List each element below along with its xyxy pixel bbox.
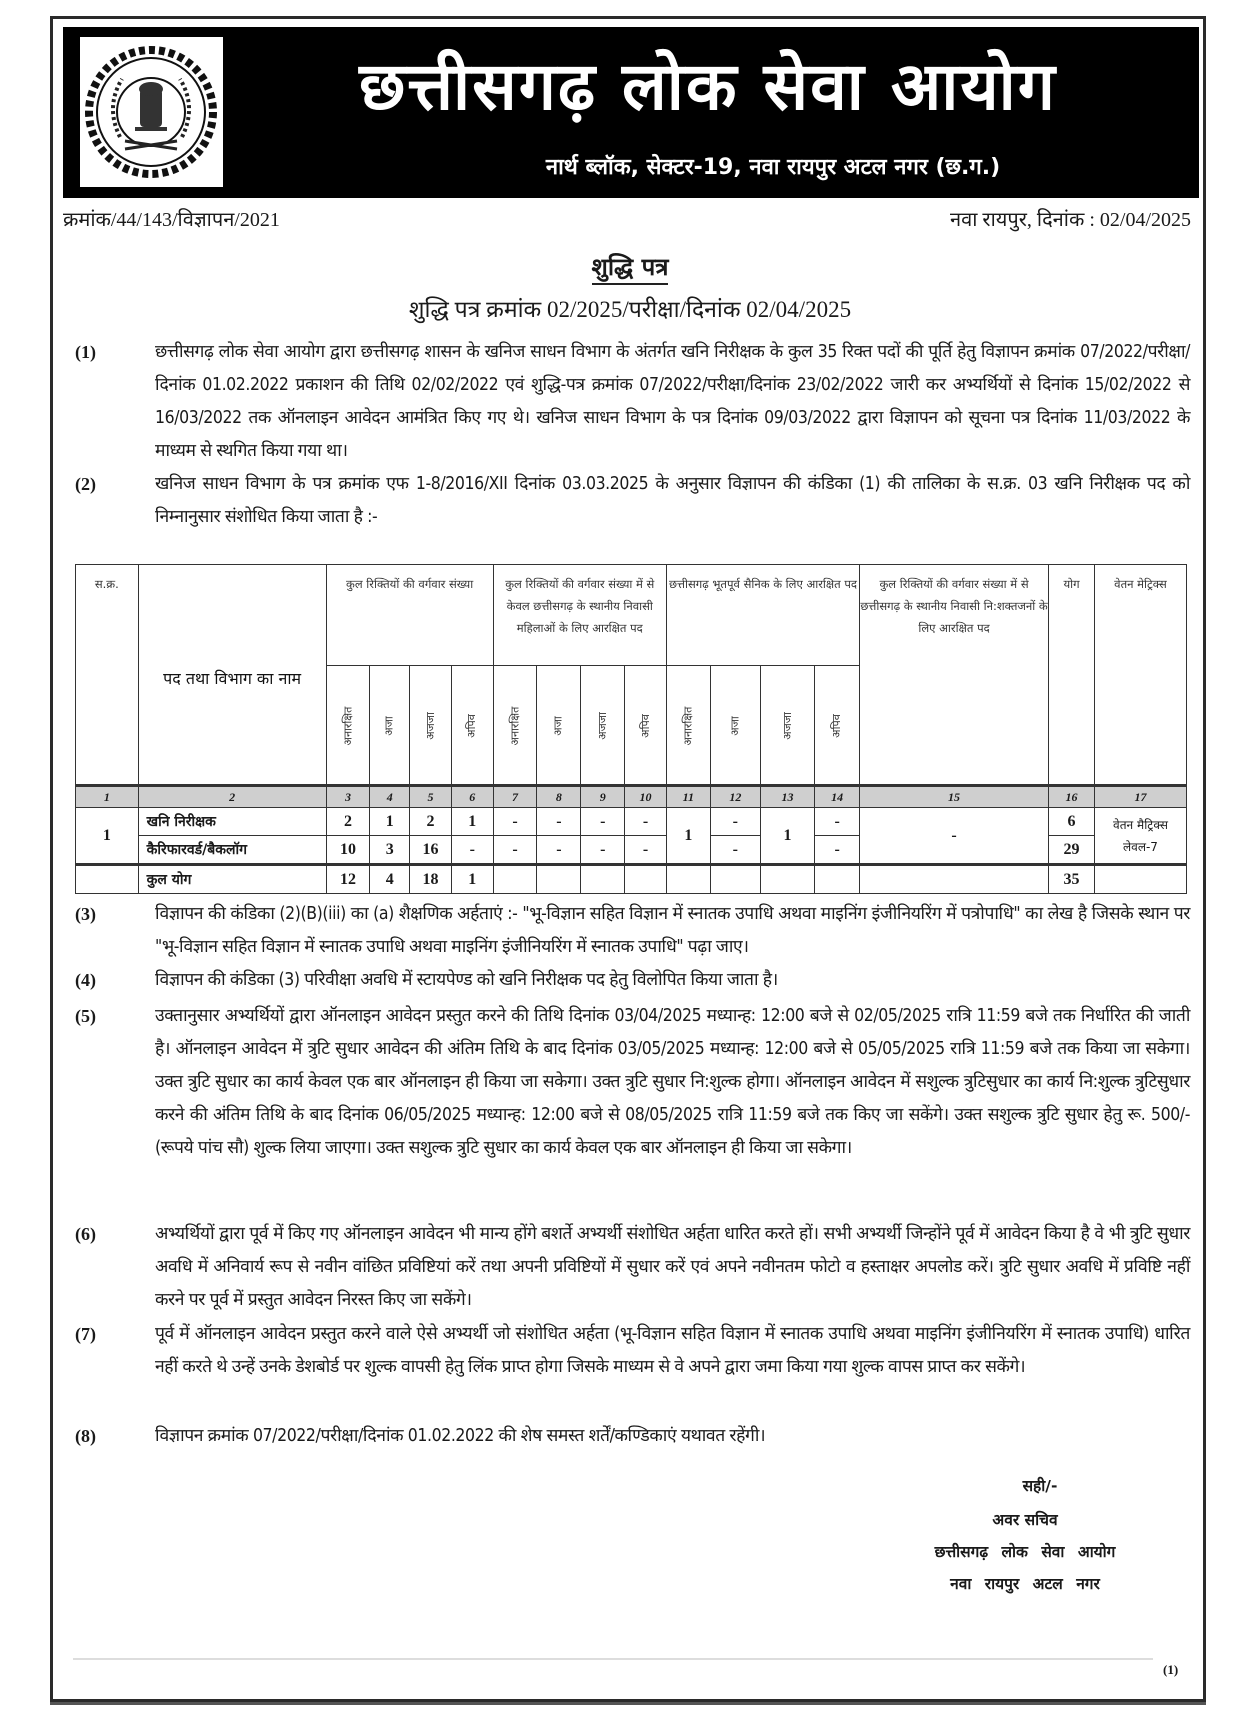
cell — [710, 865, 760, 894]
cell — [760, 865, 814, 894]
paragraph-8 — [75, 1420, 1190, 1453]
header-pay: वेतन मेट्रिक्स — [1094, 565, 1186, 786]
cell: - — [581, 808, 625, 836]
organization-title: छत्तीसगढ़ लोक सेवा आयोग — [359, 48, 1057, 125]
cell-total: 6 — [1049, 808, 1095, 836]
header-cat-st: अजजा — [410, 666, 452, 786]
total-row — [76, 865, 1187, 894]
cell-pay-matrix: वेतन मैट्रिक्स लेवल-7 — [1094, 808, 1186, 865]
paragraph-text: छत्तीसगढ़ लोक सेवा आयोग द्वारा छत्तीसगढ़ शासन के खनिज साधन विभाग के अंतर्गत खनि निरीक्षक के कुल 35 रिक्त पदों की पूर्ति हेतु विज्ञापन क्रमांक 07/2022/परीक्षा/दिनांक 01.02.2022 प्रकाशन की तिथि 02/02/2022 एवं शुद्धि-पत्र क्रमांक 07/2022/परीक्षा/दिनांक 23/02/2022 जारी कर अभ्यर्थियों से दिनांक 15/02/2022 से 16/03/2022 तक ऑनलाइन आवेदन आमंत्रित किए गए थे। खनिज साधन विभाग के पत्र दिनांक 09/03/2022 द्वारा विज्ञापन को सूचना पत्र दिनांक 11/03/2022 के माध्यम से स्थगित किया गया था। — [155, 342, 1190, 461]
cell: - — [537, 808, 581, 836]
column-number-row — [76, 786, 1187, 808]
cell: 18 — [410, 865, 452, 894]
cgpsc-emblem-icon — [80, 37, 223, 187]
cell: - — [581, 836, 625, 865]
header-cat-st: अजजा — [581, 666, 625, 786]
paragraph-text: पूर्व में ऑनलाइन आवेदन प्रस्तुत करने वाले ऐसे अभ्यर्थी जो संशोधित अर्हता (भू-विज्ञान सहित विज्ञान में स्नातक उपाधि अथवा माइनिंग इंजीनियरिंग में स्नातक उपाधि) धारित नहीं करते थे उन्हें उनके डेशबोर्ड पर शुल्क वापसी हेतु लिंक प्राप्त होगा जिसके माध्यम से वे अपने द्वारा जमा किया गया शुल्क वापस प्राप्त कर सकेंगे। — [155, 1324, 1190, 1377]
header-cat-sc: अजा — [710, 666, 760, 786]
row-sno: 1 — [76, 808, 139, 865]
cell: - — [710, 808, 760, 836]
col-number: 16 — [1049, 786, 1095, 808]
col-number: 15 — [860, 786, 1049, 808]
cell: - — [625, 808, 667, 836]
paragraph-text: अभ्यर्थियों द्वारा पूर्व में किए गए ऑनलाइन आवेदन भी मान्य होंगे बशर्ते अभ्यर्थी संशोधित अर्हता धारित करते हों। सभी अभ्यर्थी जिन्होंने पूर्व में आवेदन किया है वे भी त्रुटि सुधार अवधि में अनिवार्य रूप से नवीन वांछित प्रविष्टियां करें तथा अपनी प्रविष्टियों में सुधार करें एवं अपने नवीनतम फोटो व हस्ताक्षर अपलोड करें। त्रुटि सुधार अवधि में प्रविष्टि नहीं करने पर पूर्व में प्रस्तुत आवेदन निरस्त किए जा सकेंगे। — [155, 1224, 1190, 1310]
paragraph-number: (8) — [75, 1426, 96, 1446]
header-group-total: कुल रिक्तियों की वर्गवार संख्या — [326, 565, 493, 666]
header-group-women: कुल रिक्तियों की वर्गवार संख्या में से केवल छत्तीसगढ़ के स्थानीय निवासी महिलाओं के लिए आरक्षित पद — [493, 565, 666, 666]
page-number: (1) — [1163, 1662, 1179, 1677]
header-cat-obc: अपिव — [815, 666, 860, 786]
cell: 2 — [326, 808, 370, 836]
cell: - — [710, 836, 760, 865]
paragraph-number: (1) — [75, 342, 96, 362]
cell: 1 — [370, 808, 410, 836]
cell: - — [537, 836, 581, 865]
row-post-name: खनि निरीक्षक — [138, 808, 326, 836]
cell — [537, 865, 581, 894]
organization-address: नार्थ ब्लॉक, सेक्टर-19, नवा रायपुर अटल नगर (छ.ग.) — [545, 155, 1001, 180]
cell — [581, 865, 625, 894]
row-post-name: कैरिफारवर्ड/बैकलॉग — [138, 836, 326, 865]
header-cat-ur: अनारक्षित — [326, 666, 370, 786]
cell — [625, 865, 667, 894]
document-subtitle: शुद्धि पत्र क्रमांक 02/2025/परीक्षा/दिनांक 02/04/2025 — [408, 297, 852, 322]
paragraph-number: (7) — [75, 1324, 96, 1344]
col-number: 5 — [410, 786, 452, 808]
col-number: 13 — [760, 786, 814, 808]
cell: 1 — [760, 808, 814, 865]
header-group-disabled: कुल रिक्तियों की वर्गवार संख्या में से छत्तीसगढ़ के स्थानीय निवासी नि:शक्तजनों के लिए आरक्षित पद — [860, 565, 1049, 786]
signature-organization: छत्तीसगढ़ लोक सेवा आयोग — [934, 1543, 1116, 1561]
header-cat-sc: अजा — [370, 666, 410, 786]
col-number: 17 — [1094, 786, 1186, 808]
header-cat-ur: अनारक्षित — [493, 666, 537, 786]
col-number: 14 — [815, 786, 860, 808]
col-number: 4 — [370, 786, 410, 808]
cell — [860, 865, 1049, 894]
paragraph-5 — [75, 1000, 1190, 1165]
cell — [666, 865, 710, 894]
cell: - — [493, 808, 537, 836]
cell: 4 — [370, 865, 410, 894]
paragraph-text: विज्ञापन क्रमांक 07/2022/परीक्षा/दिनांक 01.02.2022 की शेष समस्त शर्तें/कण्डिकाएं यथावत रहेंगी। — [155, 1426, 766, 1446]
header-group-exservice: छत्तीसगढ़ भूतपूर्व सैनिक के लिए आरक्षित पद — [666, 565, 859, 666]
cell: 3 — [370, 836, 410, 865]
col-number: 8 — [537, 786, 581, 808]
header-total: योग — [1049, 565, 1095, 786]
cell: - — [815, 836, 860, 865]
header-cat-sc: अजा — [537, 666, 581, 786]
col-number: 11 — [666, 786, 710, 808]
col-number: 7 — [493, 786, 537, 808]
cell — [76, 865, 139, 894]
header-cat-ur: अनारक्षित — [666, 666, 710, 786]
header-cat-obc: अपिव — [625, 666, 667, 786]
paragraph-text: उक्तानुसार अभ्यर्थियों द्वारा ऑनलाइन आवेदन प्रस्तुत करने की तिथि दिनांक 03/04/2025 मध्यान्ह: 12:00 बजे से 02/05/2025 रात्रि 11:59 बजे तक निर्धारित की जाती है। ऑनलाइन आवेदन में त्रुटि सुधार आवेदन की अंतिम तिथि के बाद दिनांक 03/05/2025 मध्यान्ह: 12:00 बजे से 05/05/2025 रात्रि 11:59 बजे तक किया जा सकेगा। उक्त त्रुटि सुधार का कार्य केवल एक बार ऑनलाइन ही किया जा सकेगा। उक्त त्रुटि सुधार नि:शुल्क होगा। ऑनलाइन आवेदन में सशुल्क त्रुटिसुधार का कार्य नि:शुल्क त्रुटिसुधार करने की अंतिम तिथि के बाद दिनांक 06/05/2025 मध्यान्ह: 12:00 बजे से 08/05/2025 रात्रि 11:59 बजे तक किए जा सकेंगे। उक्त सशुल्क त्रुटि सुधार हेतु रू. 500/- (रूपये पांच सौ) शुल्क लिया जाएगा। उक्त सशुल्क त्रुटि सुधार का कार्य केवल एक बार ऑनलाइन ही किया जा सकेगा। — [155, 1006, 1190, 1158]
header-post: पद तथा विभाग का नाम — [138, 565, 326, 786]
cell: 12 — [326, 865, 370, 894]
col-number: 10 — [625, 786, 667, 808]
total-label: कुल योग — [138, 865, 326, 894]
cell: - — [815, 808, 860, 836]
paragraph-text: विज्ञापन की कंडिका (3) परिवीक्षा अवधि में स्टायपेण्ड को खनि निरीक्षक पद हेतु विलोपित किया जाता है। — [155, 970, 778, 990]
document-title — [0, 250, 1260, 283]
header-cat-obc: अपिव — [451, 666, 493, 786]
cell-grand-total: 35 — [1049, 865, 1095, 894]
paragraph-2 — [75, 468, 1190, 534]
cell: 10 — [326, 836, 370, 865]
document-title-text: शुद्धि पत्र — [592, 253, 669, 285]
header-cat-st: अजजा — [760, 666, 814, 786]
table-row — [76, 808, 1187, 836]
header-sno: स.क्र. — [76, 565, 139, 786]
col-number: 12 — [710, 786, 760, 808]
paragraph-number: (2) — [75, 474, 96, 494]
cell: 2 — [410, 808, 452, 836]
paragraph-4 — [75, 964, 1190, 997]
col-number: 6 — [451, 786, 493, 808]
paragraph-number: (6) — [75, 1224, 96, 1244]
signature-designation: अवर सचिव — [992, 1511, 1058, 1529]
cell — [1094, 865, 1186, 894]
paragraph-text: विज्ञापन की कंडिका (2)(B)(iii) का (a) शैक्षणिक अर्हताएं :- "भू-विज्ञान सहित विज्ञान में स्नातक उपाधि अथवा माइनिंग इंजीनियरिंग में पत्रोपाधि" का लेख है जिसके स्थान पर "भू-विज्ञान सहित विज्ञान में स्नातक उपाधि अथवा माइनिंग इंजीनियरिंग में स्नातक उपाधि" पढ़ा जाए। — [155, 904, 1190, 957]
vacancy-table — [75, 564, 1187, 894]
reference-number: क्रमांक/44/143/विज्ञापन/2021 — [63, 209, 280, 231]
col-number: 1 — [76, 786, 139, 808]
cell: 16 — [410, 836, 452, 865]
cell-total: 29 — [1049, 836, 1095, 865]
col-number: 9 — [581, 786, 625, 808]
cell: - — [451, 836, 493, 865]
cell: 1 — [451, 865, 493, 894]
paragraph-text: खनिज साधन विभाग के पत्र क्रमांक एफ 1-8/2016/XII दिनांक 03.03.2025 के अनुसार विज्ञापन की कंडिका (1) की तालिका के स.क्र. 03 खनि निरीक्षक पद को निम्नानुसार संशोधित किया जाता है :- — [155, 474, 1190, 527]
signature-sahi: सही/- — [1022, 1477, 1058, 1495]
letterhead — [63, 27, 1199, 198]
signature-location: नवा रायपुर अटल नगर — [950, 1575, 1100, 1593]
footer-divider — [73, 1658, 1153, 1660]
cell: 1 — [451, 808, 493, 836]
col-number: 3 — [326, 786, 370, 808]
place-date: नवा रायपुर, दिनांक : 02/04/2025 — [949, 209, 1191, 231]
paragraph-1 — [75, 336, 1190, 468]
paragraph-number: (4) — [75, 970, 96, 990]
paragraph-number: (3) — [75, 904, 96, 924]
cell — [493, 865, 537, 894]
cell: - — [625, 836, 667, 865]
col-number: 2 — [138, 786, 326, 808]
cell: - — [493, 836, 537, 865]
paragraph-3 — [75, 898, 1190, 964]
paragraph-number: (5) — [75, 1006, 96, 1026]
cell: - — [860, 808, 1049, 865]
paragraph-7 — [75, 1318, 1190, 1384]
cell — [815, 865, 860, 894]
cell: 1 — [666, 808, 710, 865]
paragraph-6 — [75, 1218, 1190, 1317]
